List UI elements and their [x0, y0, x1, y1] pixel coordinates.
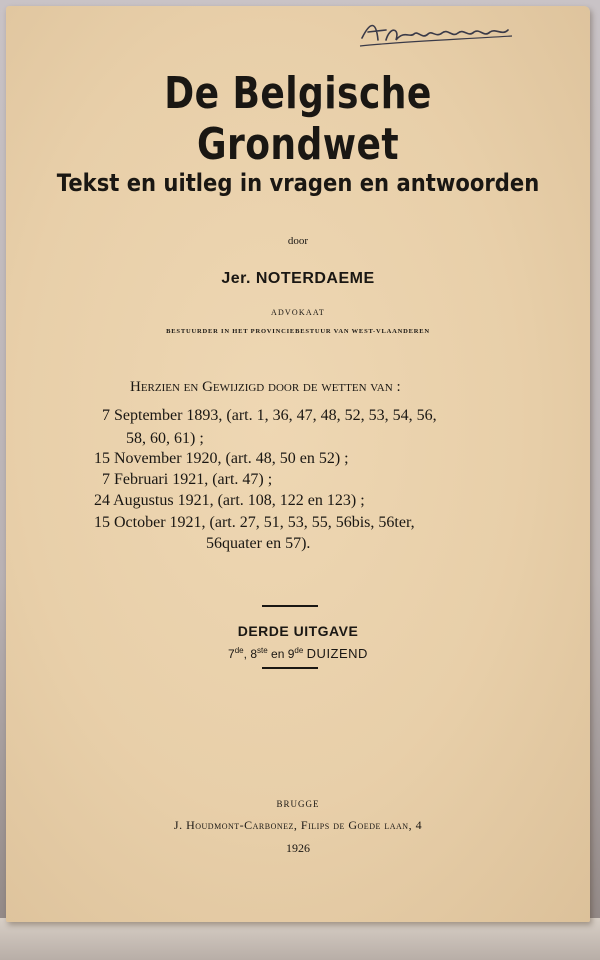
law-line: 15 October 1921, (art. 27, 51, 53, 55, 56bis, 56ter, [94, 514, 415, 531]
law-line: 7 September 1893, (art. 1, 36, 47, 48, 52, 53, 54, 56, [102, 407, 437, 424]
thousand-label: 7de, 8ste en 9de DUIZEND [228, 646, 368, 661]
revision-heading: Herzien en Gewijzigd door de wetten van : [130, 379, 401, 395]
law-line: 24 Augustus 1921, (art. 108, 122 en 123) ; [94, 492, 365, 509]
author-role: ADVOKAAT [270, 308, 326, 317]
law-line: 58, 60, 61) ; [126, 430, 204, 447]
divider-bottom [262, 667, 318, 669]
publisher-city: BRUGGE [276, 799, 320, 809]
divider-top [262, 605, 318, 607]
publisher-name: J. Houdmont-Carbonez, Filips de Goede laan, 4 [173, 818, 423, 832]
law-line: 15 November 1920, (art. 48, 50 en 52) ; [94, 450, 349, 467]
book-subtitle: Tekst en uitleg in vragen en antwoorden [56, 169, 540, 197]
publication-year: 1926 [286, 841, 310, 855]
handwritten-signature [356, 16, 516, 50]
author-position: BESTUURDER IN HET PROVINCIEBESTUUR VAN WEST-VLAANDEREN [166, 328, 430, 335]
edition-label: DERDE UITGAVE [237, 623, 359, 639]
book-title: De Belgische Grondwet [164, 68, 432, 170]
by-line: door [287, 235, 309, 247]
book-cover [6, 6, 590, 922]
author-name: Jer. NOTERDAEME [221, 270, 375, 287]
law-line: 56quater en 57). [206, 535, 311, 552]
law-line: 7 Februari 1921, (art. 47) ; [102, 471, 273, 488]
page-edge-below [0, 918, 600, 960]
